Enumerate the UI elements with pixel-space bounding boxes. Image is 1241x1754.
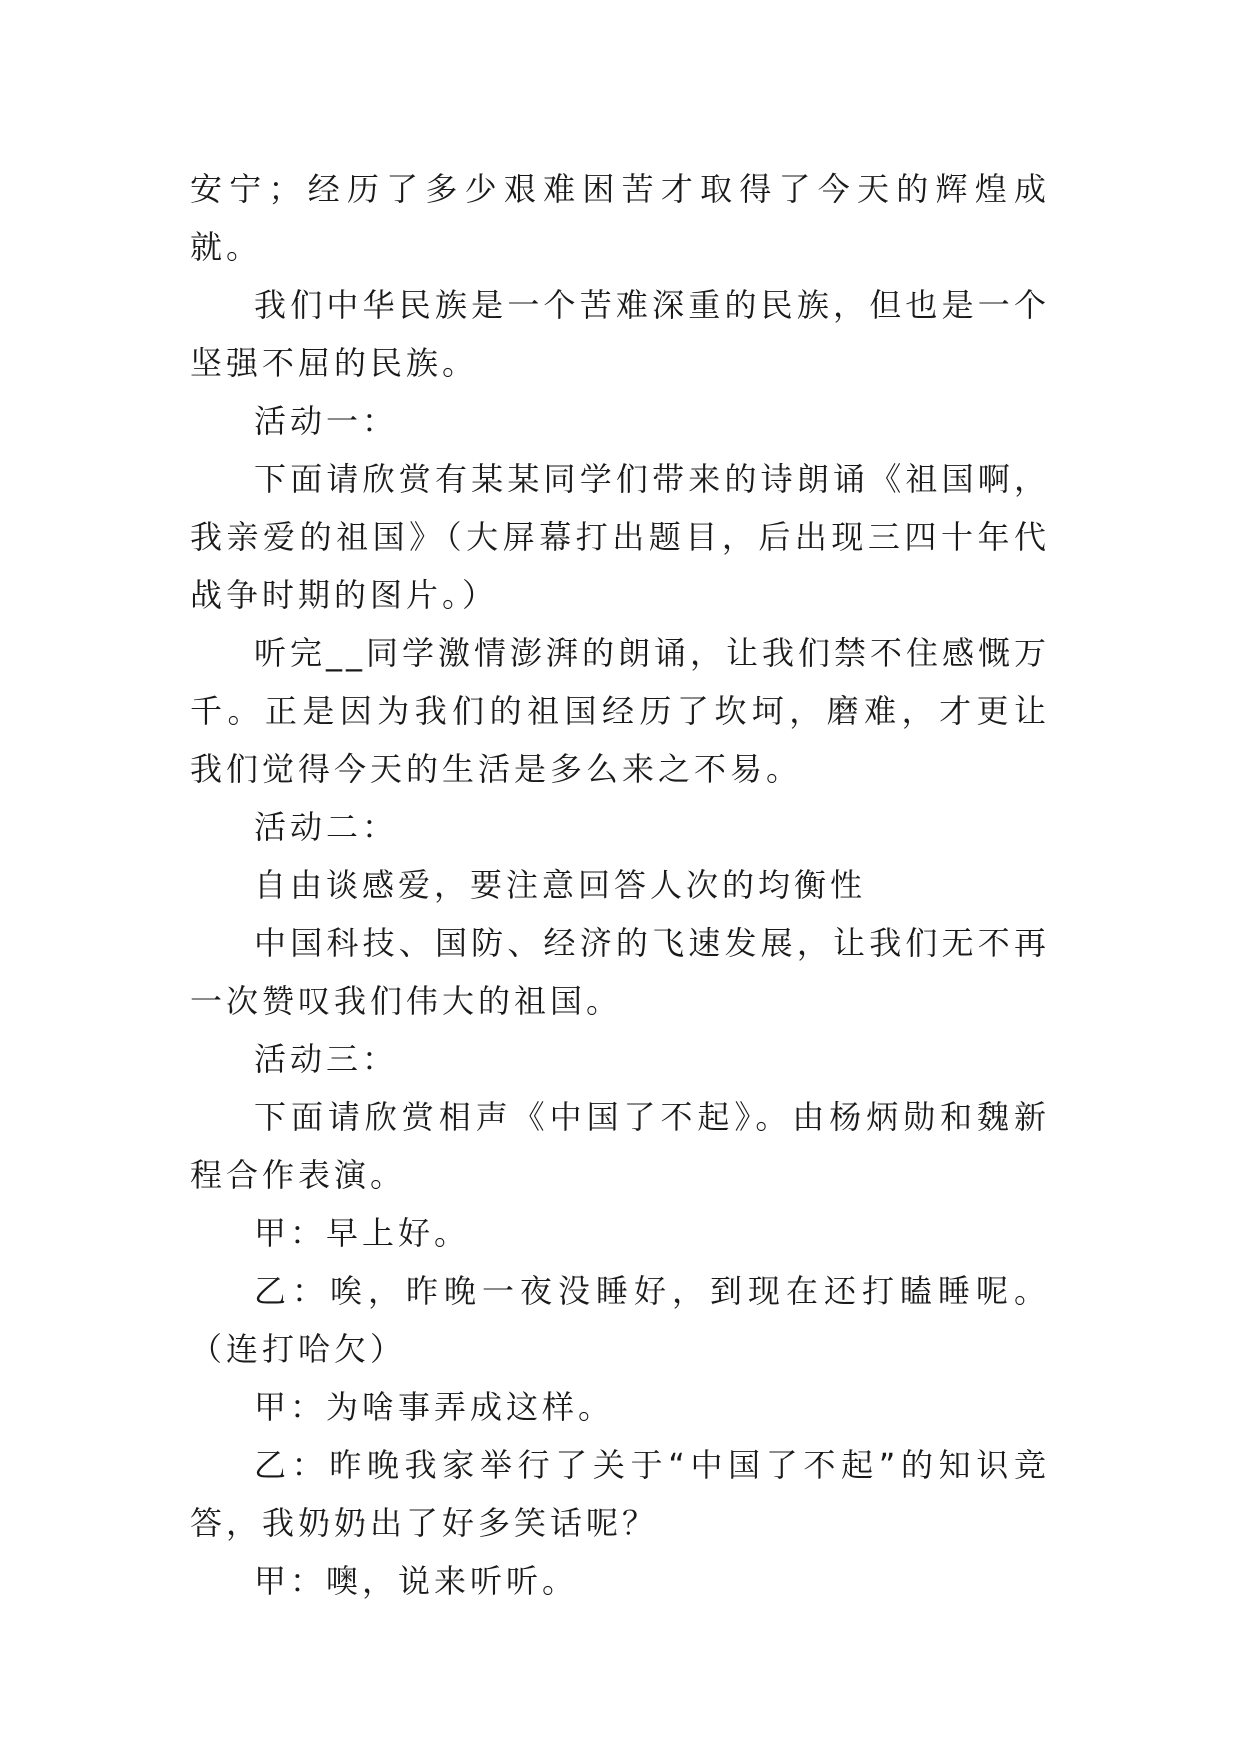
paragraph: 中国科技、国防、经济的飞速发展，让我们无不再一次赞叹我们伟大的祖国。 [190,924,1050,1020]
section-heading: 活动二： [254,808,399,846]
paragraph: 下面请欣赏有某某同学们带来的诗朗诵《祖国啊，我亲爱的祖国》（大屏幕打出题目，后出现三四十年代战争时期的图片。） [190,460,1050,614]
section-heading: 活动三： [254,1040,399,1078]
section-heading: 活动一： [254,402,399,440]
paragraph: 自由谈感爱，要注意回答人次的均衡性 [254,866,867,904]
dialogue-line: 乙：唉，昨晚一夜没睡好，到现在还打瞌睡呢。（连打哈欠） [190,1272,1050,1368]
dialogue-line: 甲：噢，说来听听。 [254,1562,579,1600]
paragraph: 我们中华民族是一个苦难深重的民族，但也是一个坚强不屈的民族。 [190,286,1050,382]
paragraph: 下面请欣赏相声《中国了不起》。由杨炳勋和魏新程合作表演。 [190,1098,1050,1194]
paragraph: 安宁；经历了多少艰难困苦才取得了今天的辉煌成就。 [190,170,1050,266]
paragraph: 听完__同学激情澎湃的朗诵，让我们禁不住感慨万千。正是因为我们的祖国经历了坎坷，磨难，才更让我们觉得今天的生活是多么来之不易。 [190,634,1051,788]
dialogue-line: 甲：为啥事弄成这样。 [254,1388,615,1426]
document-body [190,160,1050,1610]
dialogue-line: 甲：早上好。 [254,1214,471,1252]
dialogue-line: 乙：昨晚我家举行了关于“中国了不起”的知识竞答，我奶奶出了好多笑话呢？ [190,1446,1050,1542]
